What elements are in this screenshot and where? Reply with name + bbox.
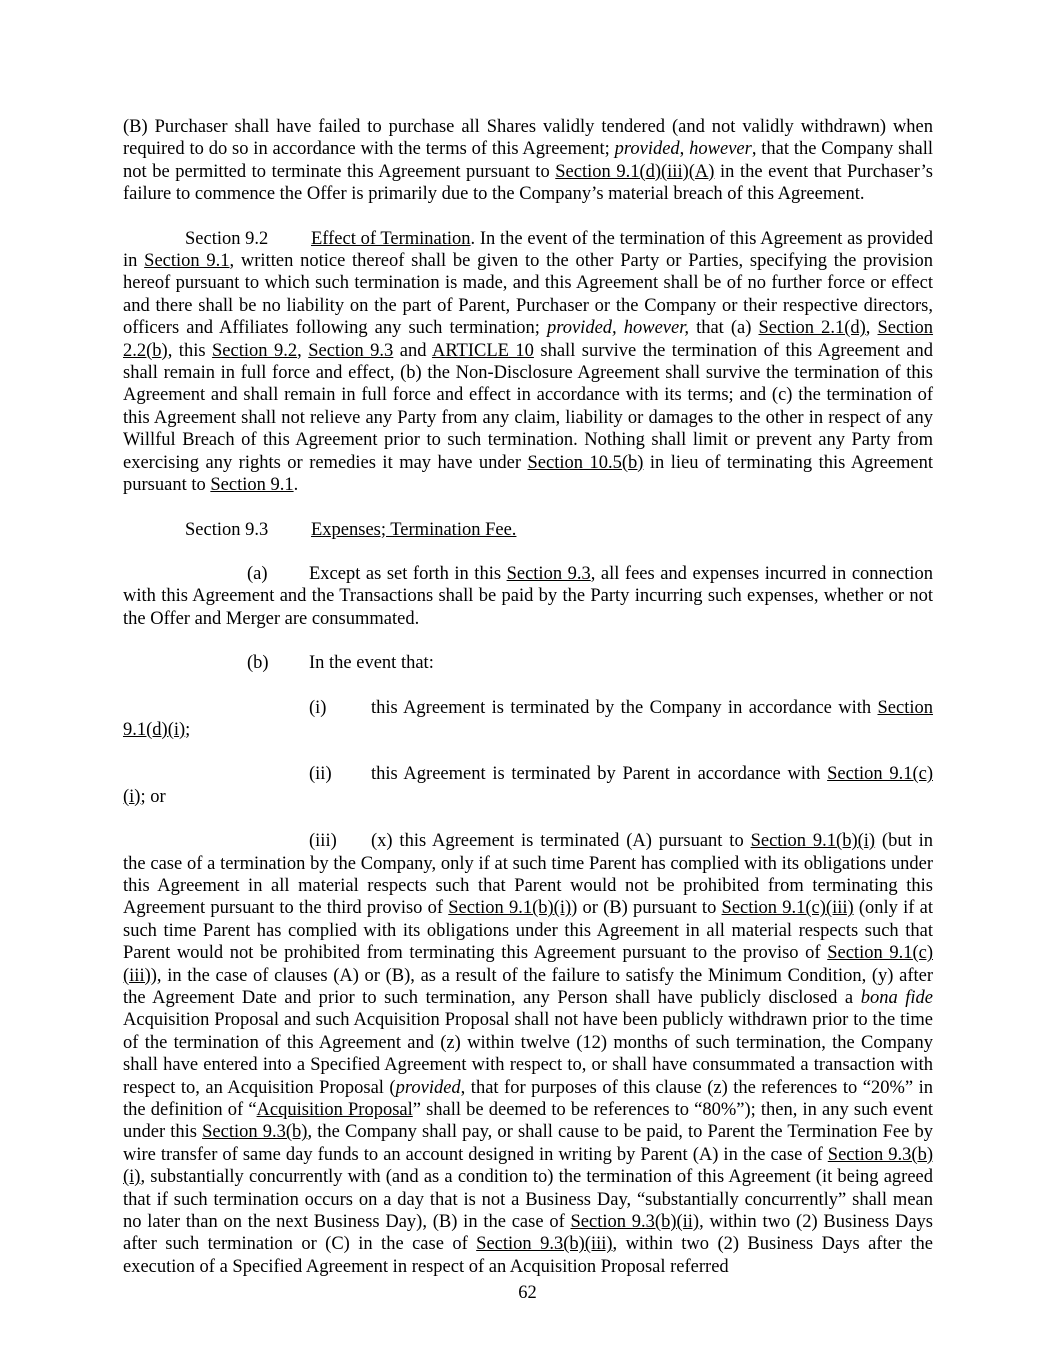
italic-text: provided [395, 1077, 461, 1098]
section-reference: Section 2.2(b) [123, 318, 934, 361]
section-reference: Section 9.3 [506, 563, 591, 584]
section-reference: Section 9.3(b)(ii) [570, 1212, 700, 1233]
text-segment: ) or (B) pursuant to [571, 898, 722, 919]
section-reference: Section 9.1(b)(i) [448, 898, 572, 919]
document-body [123, 116, 933, 1300]
section-reference: Section 9.1(d)(iii)(A) [555, 161, 715, 182]
text-segment: , substantially concurrently with (and as a condition to) the termination of this Agreement (it being agreed that if such termination occurs on a day that is not a Business Day, “substantially concurrently” shall mean no later than on the next Business Day), (B) in the case of [123, 1167, 933, 1233]
section-reference: Section 9.2 [212, 340, 298, 361]
text-segment: . In the event of the termination of this Agreement as provided in [123, 228, 934, 272]
section-reference: Section 9.1(b)(i) [750, 831, 876, 852]
text-segment: , all fees and expenses incurred in connection with this Agreement and the Transactions shall be paid by the Party incurring such expenses, whether or not the Offer and Merger are consummated. [123, 563, 934, 629]
text-segment: shall survive the termination of this Agreement and shall remain in full force and effect, (b) the Non-Disclosure Agreement shall survive the termination of this Agreement and shall remain in full force and effect in accordance with its terms; and (c) the termination of this Agreement shall not relieve any Party from any claim, liability or damages to the other in respect of any Willful Breach of this Agreement prior to such termination. Nothing shall limit or prevent any Party from exercising any rights or remedies it may have under [123, 340, 933, 473]
section-reference: Section 9.1 [210, 475, 294, 496]
text-segment: and [393, 340, 432, 361]
section-reference: Section 9.1(c)(iii) [123, 943, 933, 986]
text-segment: ; or [140, 786, 166, 807]
clause-label: (ii) [309, 764, 332, 785]
section-reference: Section 10.5(b) [527, 452, 644, 473]
italic-text: however [689, 139, 752, 160]
text-segment: that (a) [688, 318, 759, 339]
text-segment: , [865, 318, 878, 339]
text-segment: , within two (2) Business Days after the execution of a Specified Agreement in respect of an Acquisition Proposal referred [123, 1234, 933, 1277]
paragraph-clause-b [123, 116, 933, 206]
text-segment: (only if at such time Parent has complied with its obligations under this Agreement in all material respects such that Parent would not be prohibited from terminating this Agreement pursuant to the proviso of [123, 898, 934, 964]
clause-label: (a) [247, 563, 268, 584]
paragraph-section-9-3-heading [123, 519, 933, 541]
section-reference: Section 9.1(c)(iii) [721, 898, 854, 919]
defined-term-reference: Acquisition Proposal [256, 1100, 413, 1121]
text-segment: , the Company shall pay, or shall cause to be paid, to Parent the Termination Fee by wire transfer of same day funds to an account designed in writing by Parent (A) in the case of [123, 1122, 933, 1165]
section-label: Section 9.2 [185, 228, 269, 249]
text-segment: , that for purposes of this clause (z) the references to “20%” in the definition of “ [123, 1077, 933, 1121]
page-number: 62 [518, 1283, 537, 1303]
text-segment: Except as set forth in this [309, 563, 507, 584]
text-segment: In the event that: [309, 653, 434, 674]
text-segment: this Agreement is terminated by Parent in accordance with [371, 764, 828, 785]
section-reference: Section 9.1(c)(i) [123, 764, 933, 807]
clause-label: (iii) [309, 831, 337, 852]
text-segment: . [293, 475, 299, 496]
text-segment: ; [185, 719, 191, 740]
text-segment: , [679, 139, 690, 160]
text-segment: (x) this Agreement is terminated (A) pursuant to [371, 831, 751, 852]
section-label: Section 9.3 [185, 519, 269, 540]
text-segment: this Agreement is terminated by the Company in accordance with [371, 697, 878, 718]
section-heading: Expenses; Termination Fee. [311, 519, 517, 540]
section-reference: Section 9.3 [308, 340, 394, 361]
text-segment: Acquisition Proposal and such Acquisition Proposal shall not have been publicly withdrawn prior to the time of the termination of this Agreement and (z) within twelve (12) months of such termination, the Company shall have entered into a Specified Agreement with respect to, or shall have consummated a transaction with respect to, an Acquisition Proposal ( [123, 1010, 933, 1098]
section-reference: Section 9.3(b) [202, 1122, 308, 1143]
clause-label: (i) [309, 697, 327, 718]
section-reference: ARTICLE 10 [431, 340, 534, 361]
text-segment: (but in the case of a termination by the Company, only if at such time Parent has complied with its obligations under this Agreement in all material respects such that Parent would not be prohibited from terminating this Agreement pursuant to the third proviso of [123, 831, 933, 919]
text-segment: , within two (2) Business Days after such termination or (C) in the case of [123, 1212, 933, 1255]
section-reference: Section 9.3(b)(i) [123, 1144, 933, 1188]
section-reference: Section 9.1(d)(i) [123, 697, 933, 740]
paragraph-clause-a [123, 563, 933, 630]
paragraph-clause-b2 [123, 652, 933, 674]
italic-text: provided [614, 139, 680, 160]
section-reference: Section 9.1 [144, 251, 230, 272]
text-segment: in the event that Purchaser’s failure to commence the Offer is primarily due to the Company’s material breach of this Agreement. [123, 161, 933, 205]
section-reference: Section 9.3(b)(iii) [476, 1234, 613, 1255]
paragraph-clause-ii [123, 763, 933, 808]
text-segment: (B) Purchaser shall have failed to purchase all Shares validly tendered (and not validly withdrawn) when required to do so in accordance with the terms of this Agreement; [123, 117, 933, 160]
text-segment: , this [167, 340, 213, 361]
text-segment: , written notice thereof shall be given to the other Party or Parties, specifying the provision hereof pursuant to which such termination is made, and this Agreement shall be of no further force or effect and there shall be no liability on the part of Parent, Purchaser or the Company or their respective directors, officers and Affiliates following any such termination; [123, 251, 933, 339]
paragraph-clause-iii [123, 830, 933, 1278]
paragraph-clause-i [123, 697, 933, 742]
section-reference: Section 2.1(d) [758, 318, 866, 339]
text-segment: , that the Company shall not be permitted to terminate this Agreement pursuant to [123, 139, 934, 182]
text-segment: ” shall be deemed to be references to “80%”); then, in any such event under this [123, 1100, 933, 1143]
clause-label: (b) [247, 653, 269, 674]
text-segment: in lieu of terminating this Agreement pursuant to [123, 452, 934, 496]
text-segment: , [297, 340, 309, 361]
paragraph-section-9-2 [123, 228, 933, 497]
italic-text: bona fide [860, 988, 933, 1008]
italic-text: provided, however, [546, 318, 689, 339]
text-segment: ), in the case of clauses (A) or (B), as a result of the failure to satisfy the Minimum Condition, (y) after the Agreement Date and prior to such termination, any Person shall have publicly disclosed a [123, 965, 933, 1008]
section-heading: Effect of Termination [311, 228, 471, 249]
